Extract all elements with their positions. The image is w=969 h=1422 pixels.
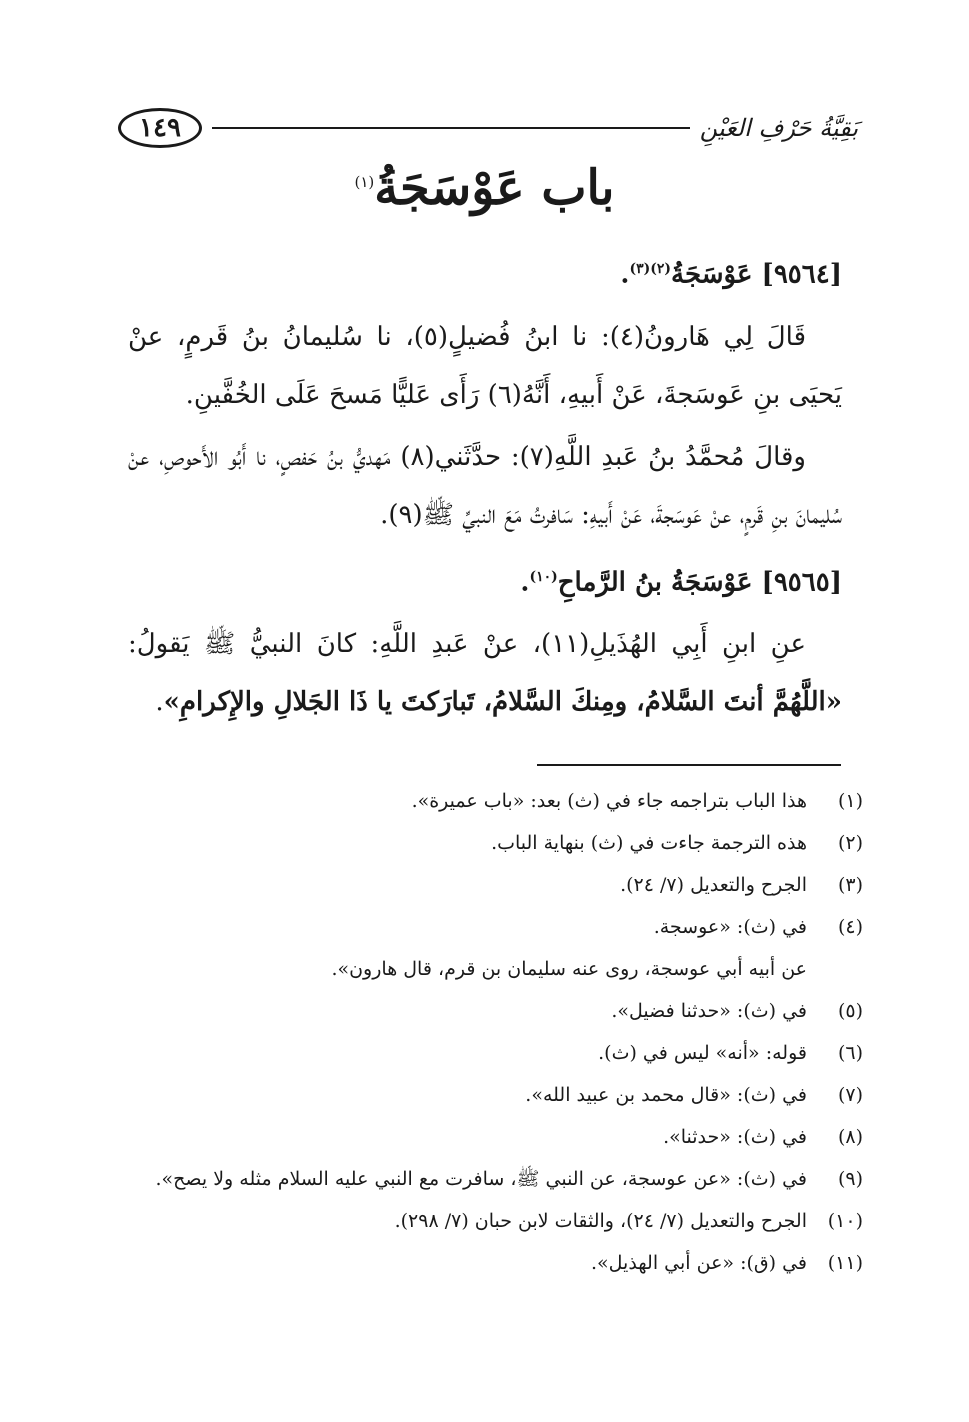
entry-heading-notes: (١٠) bbox=[529, 568, 558, 585]
footnote bbox=[128, 1200, 863, 1242]
footnote bbox=[128, 906, 863, 948]
footnote bbox=[128, 780, 863, 822]
entry-heading-text: [٩٥٦٤] عَوْسَجَةُ bbox=[671, 259, 842, 290]
footnote-text: الجرح والتعديل (٧/ ٢٤). bbox=[620, 874, 807, 896]
footnote bbox=[128, 864, 863, 906]
page-header bbox=[118, 100, 858, 156]
footnote-number: (٥) bbox=[837, 1000, 863, 1022]
header-rule bbox=[212, 127, 690, 129]
footnote bbox=[128, 1032, 863, 1074]
footnote-number: (١٠) bbox=[827, 1210, 863, 1232]
footnote-number: (٦) bbox=[837, 1042, 863, 1064]
page-number: ١٤٩ bbox=[139, 113, 181, 143]
footnote-number: (٨) bbox=[837, 1126, 863, 1148]
main-text bbox=[128, 240, 842, 735]
entry-paragraph: قَالَ لِي هَارونُ(٤): نا ابنُ فُضيلٍ(٥)، نا سُليمانُ بنُ قَرمٍ، عنْ يَحيَى بنِ عَوسَجةَ، عَنْ أَبيهِ، أَنَّهُ(٦) رَأَى عَليًّا مَسحَ عَلَى الخُفَّينِ. bbox=[128, 321, 842, 410]
chapter-title bbox=[0, 160, 969, 216]
footnote-text: في (ث): «قال محمد بن عبيد الله». bbox=[525, 1084, 807, 1106]
footnote bbox=[128, 990, 863, 1032]
entry-heading-text: [٩٥٦٥] عَوْسَجَةُ بنُ الرَّماحِ bbox=[557, 567, 842, 598]
footnote-text: هذه الترجمة جاءت في (ث) بنهاية الباب. bbox=[491, 832, 807, 854]
footnote bbox=[128, 1074, 863, 1116]
footnote-divider bbox=[537, 764, 841, 766]
footnote-number: (٤) bbox=[837, 916, 863, 938]
footnote-text: الجرح والتعديل (٧/ ٢٤)، والثقات لابن حبان (٧/ ٢٩٨). bbox=[394, 1210, 807, 1232]
footnote-text: في (ث): «عن عوسجة، عن النبي ﷺ، سافرت مع النبي عليه السلام مثله ولا يصح». bbox=[155, 1168, 807, 1190]
chapter-title-note: (١) bbox=[354, 173, 375, 191]
footnote-number: (٧) bbox=[837, 1084, 863, 1106]
footnote-text: في (ث): «عوسجة. bbox=[653, 916, 807, 938]
footnote bbox=[128, 1242, 863, 1284]
footnote-text: في (ق): «عن أبي الهذيل». bbox=[590, 1252, 807, 1274]
footnote-text: قوله: «أنه» ليس في (ث). bbox=[598, 1042, 807, 1064]
footnote-number: (٣) bbox=[837, 874, 863, 896]
footnote-text: هذا الباب بتراجمه جاء في (ث) بعد: «باب عميرة». bbox=[411, 790, 807, 812]
hadith-quote: «اللَّهُمَّ أنتَ السَّلامُ، ومِنكَ السَّلامُ، تَبارَكتَ يا ذَا الجَلالِ والإِكرامِ» bbox=[163, 687, 842, 718]
footnote bbox=[128, 1116, 863, 1158]
footnote-number: (٢) bbox=[837, 832, 863, 854]
entry-paragraph: وقالَ مُحمَّدُ بنُ عَبدِ اللَّهِ(٧): حدَّثَني(٨) مَهديُّ بنُ حَفصٍ، نا أَبُو الأَحوصِ، عنْ سُليمانَ بنِ قَرمٍ، عنْ عَوسَجةَ، عَنْ أَبيهِ: سَافرتُ مَعَ النبيِّ ﷺ(٩). bbox=[128, 441, 842, 530]
footnote-number: (١١) bbox=[827, 1252, 863, 1274]
chapter-title-text: باب عَوْسَجَةُ bbox=[374, 160, 615, 216]
footnote-text: عن أبيه أبي عوسجة، روى عنه سليمان بن قرم، قال هارون». bbox=[331, 958, 807, 980]
entry-heading: [٩٥٦٤] عَوْسَجَةُ$^{(٢)(٣)}$. bbox=[620, 259, 842, 290]
footnote-text: في (ث): «حدثنا فضيل». bbox=[611, 1000, 807, 1022]
footnote-text: في (ث): «حدثنا». bbox=[663, 1126, 807, 1148]
running-head: بَقِيَّةُ حَرْفِ العَيْنِ bbox=[699, 114, 858, 142]
footnote bbox=[128, 822, 863, 864]
footnote-continuation bbox=[128, 948, 863, 990]
entry-heading: [٩٥٦٥] عَوْسَجَةُ بنُ الرَّماحِ$^{(١٠)}$. bbox=[520, 567, 842, 598]
footnote-number: (٩) bbox=[837, 1168, 863, 1190]
footnotes bbox=[128, 780, 863, 1284]
entry-paragraph: عنِ ابنِ أَبِي الهُذَيلِ(١١)، عنْ عَبدِ اللَّهِ: كانَ النبيُّ ﷺ يَقولُ: «اللَّهُمَّ أنتَ السَّلامُ، ومِنكَ السَّلامُ، تَبارَكتَ يا ذَا الجَلالِ والإِكرامِ». bbox=[128, 629, 842, 718]
footnote-number: (١) bbox=[837, 790, 863, 812]
footnote bbox=[128, 1158, 863, 1200]
entry-heading-notes: (٢)(٣) bbox=[629, 261, 672, 277]
page-number-badge bbox=[118, 108, 202, 148]
